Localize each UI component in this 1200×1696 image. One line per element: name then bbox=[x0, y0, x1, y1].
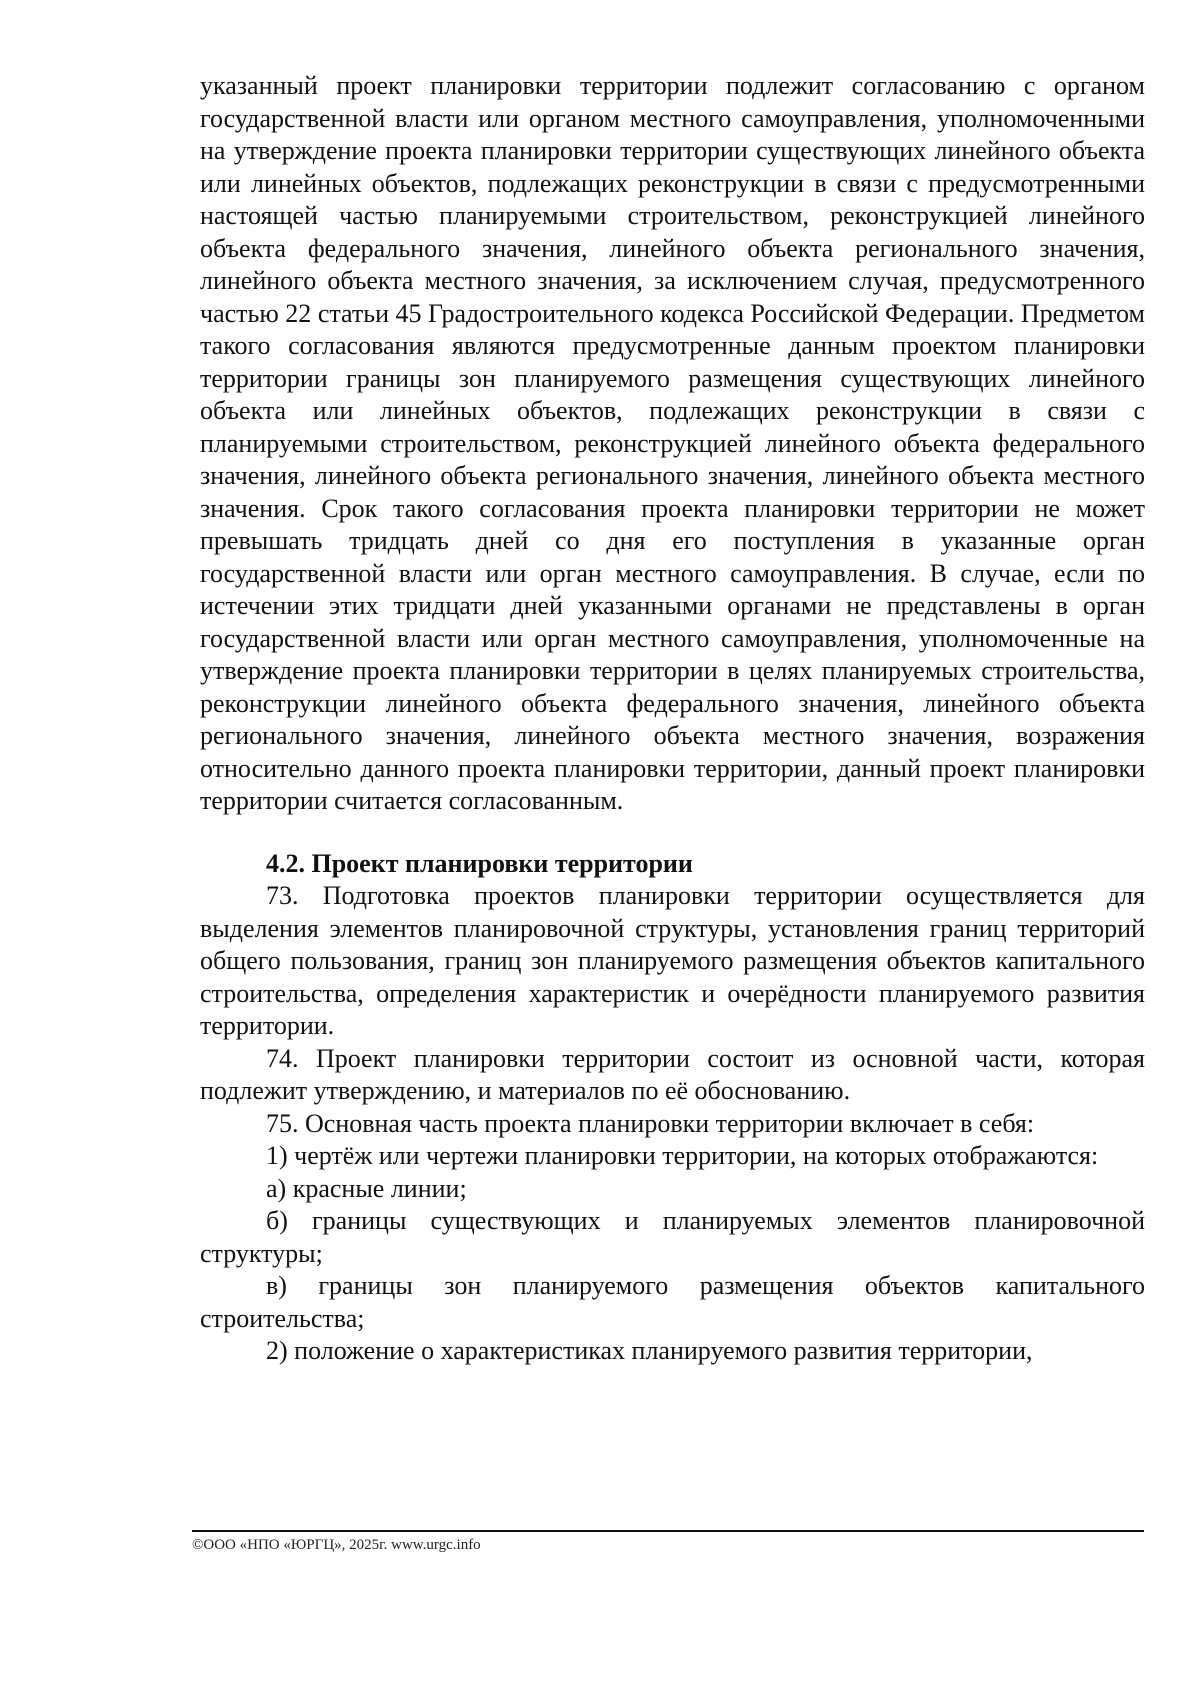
section-heading: 4.2. Проект планировки территории bbox=[266, 848, 693, 878]
paragraph-73: 73. Подготовка проектов планировки территории осуществляется для выделения элементов планировочной структуры, установления границ территорий общего пользования, границ зон планируемого размещения объектов капитального строительства, определения характеристик и очерёдности планируемого развития территории. bbox=[200, 881, 1145, 1040]
intro-paragraph: указанный проект планировки территории подлежит согласованию с органом государственной власти или органом местного самоуправления, уполномоченными на утверждение проекта планировки территории существующих линейного объекта или линейных объектов, подлежащих реконструкции в связи с предусмотренными настоящей частью планируемыми строительством, реконструкцией линейного объекта федерального значения, линейного объекта регионального значения, линейного объекта местного значения, за исключением случая, предусмотренного частью 22 статьи 45 Градостроительного кодекса Российской Федерации. Предметом такого согласования являются предусмотренные данным проектом планировки территории границы зон планируемого размещения существующих линейного объекта или линейных объектов, подлежащих реконструкции в связи с планируемыми строительством, реконструкцией линейного объекта федерального значения, линейного объекта регионального значения, линейного объекта местного значения. Срок такого согласования проекта планировки территории не может превышать тридцать дней со дня его поступления в указанные орган государственной власти или орган местного самоуправления. В случае, если по истечении этих тридцати дней указанными органами не представлены в орган государственной власти или орган местного самоуправления, уполномоченные на утверждение проекта планировки территории в целях планируемых строительства, реконструкции линейного объекта федерального значения, линейного объекта регионального значения, линейного объекта местного значения, возражения относительно данного проекта планировки территории, данный проект планировки территории считается согласованным. bbox=[200, 71, 1145, 815]
paragraph-75: 75. Основная часть проекта планировки территории включает в себя: bbox=[266, 1108, 1035, 1138]
list-item-1b: б) границы существующих и планируемых элементов планировочной структуры; bbox=[200, 1206, 1145, 1268]
paragraph-74: 74. Проект планировки территории состоит из основной части, которая подлежит утверждению, и материалов по её обоснованию. bbox=[200, 1043, 1145, 1105]
footer-copyright: ©ООО «НПО «ЮРГЦ», 2025г. www.urgc.info bbox=[192, 1537, 481, 1553]
list-item-1a: а) красные линии; bbox=[266, 1173, 467, 1203]
list-item-1c: в) границы зон планируемого размещения объектов капитального строительства; bbox=[200, 1271, 1145, 1333]
footer-divider bbox=[192, 1530, 1144, 1532]
list-item-1: 1) чертёж или чертежи планировки территории, на которых отображаются: bbox=[266, 1141, 1099, 1170]
section-spacer bbox=[200, 818, 1145, 848]
list-item-2: 2) положение о характеристиках планируемого развития территории, bbox=[266, 1336, 1033, 1365]
document-body bbox=[200, 70, 1145, 1368]
